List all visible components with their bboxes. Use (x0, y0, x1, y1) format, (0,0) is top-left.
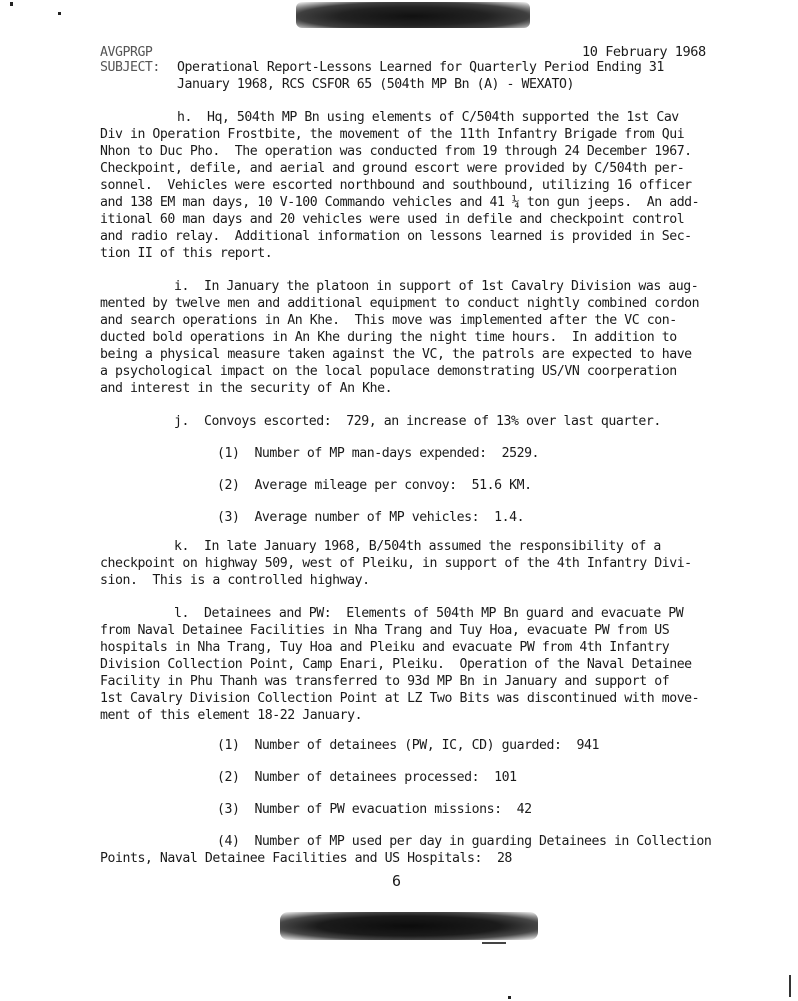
list-item: (4) Number of MP used per day in guarding Detainees in Collection (217, 834, 712, 849)
list-item: (1) Number of MP man-days expended: 2529. (217, 446, 540, 461)
paragraph-line: ducted bold operations in An Khe during the night time hours. In addition to (100, 330, 677, 345)
scan-mark (482, 942, 506, 944)
subject-line-2: January 1968, RCS CSFOR 65 (504th MP Bn (A) - WEXATO) (177, 77, 574, 92)
paragraph-line: and search operations in An Khe. This move was implemented after the VC con- (100, 313, 677, 328)
paragraph-line: Checkpoint, defile, and aerial and ground escort were provided by C/504th per- (100, 161, 685, 176)
paragraph-line: h. Hq, 504th MP Bn using elements of C/504th supported the 1st Cav (177, 110, 679, 125)
list-item: (3) Average number of MP vehicles: 1.4. (217, 510, 525, 525)
subject-line-1: Operational Report-Lessons Learned for Quarterly Period Ending 31 (177, 60, 664, 75)
list-item-continuation: Points, Naval Detainee Facilities and US Hospitals: 28 (100, 851, 512, 866)
paragraph-line: k. In late January 1968, B/504th assumed the responsibility of a (174, 539, 661, 554)
scan-mark (10, 2, 13, 6)
paragraph-line: 1st Cavalry Division Collection Point at LZ Two Bits was discontinued with move- (100, 691, 700, 706)
paragraph-line: checkpoint on highway 509, west of Pleiku, in support of the 4th Infantry Divi- (100, 556, 692, 571)
paragraph-line: mented by twelve men and additional equipment to conduct nightly combined cordon (100, 296, 700, 311)
paragraph-line: and 138 EM man days, 10 V-100 Commando vehicles and 41 ¼ ton gun jeeps. An add- (100, 195, 700, 210)
paragraph-line: from Naval Detainee Facilities in Nha Trang and Tuy Hoa, evacuate PW from US (100, 623, 670, 638)
paragraph-line: a psychological impact on the local populace demonstrating US/VN coorperation (100, 364, 677, 379)
paragraph-line: being a physical measure taken against the VC, the patrols are expected to have (100, 347, 692, 362)
header-date: 10 February 1968 (582, 44, 706, 60)
paragraph-line: and interest in the security of An Khe. (100, 381, 393, 396)
header-label-subject: SUBJECT: (100, 60, 160, 75)
redacted-classification-top (296, 2, 530, 28)
list-item: (2) Average mileage per convoy: 51.6 KM. (217, 478, 532, 493)
paragraph-j: j. Convoys escorted: 729, an increase of 13% over last quarter. (174, 414, 661, 429)
paragraph-line: l. Detainees and PW: Elements of 504th MP Bn guard and evacuate PW (174, 606, 684, 621)
paragraph-line: Div in Operation Frostbite, the movement of the 11th Infantry Brigade from Qui (100, 127, 685, 142)
paragraph-line: hospitals in Nha Trang, Tuy Hoa and Pleiku and evacuate PW from 4th Infantry (100, 640, 670, 655)
header-label-office: AVGPRGP (100, 45, 153, 60)
paragraph-line: itional 60 man days and 20 vehicles were used in defile and checkpoint control (100, 212, 685, 227)
paragraph-line: Facility in Phu Thanh was transferred to 93d MP Bn in January and support of (100, 674, 670, 689)
scan-mark (789, 975, 791, 997)
paragraph-line: sion. This is a controlled highway. (100, 573, 370, 588)
paragraph-line: Division Collection Point, Camp Enari, Pleiku. Operation of the Naval Detainee (100, 657, 692, 672)
paragraph-line: sonnel. Vehicles were escorted northbound and southbound, utilizing 16 officer (100, 178, 692, 193)
scan-mark (58, 12, 61, 15)
list-item: (3) Number of PW evacuation missions: 42 (217, 802, 532, 817)
paragraph-line: tion II of this report. (100, 246, 273, 261)
redacted-classification-bottom (280, 912, 538, 940)
paragraph-line: Nhon to Duc Pho. The operation was conducted from 19 through 24 December 1967. (100, 144, 692, 159)
list-item: (1) Number of detainees (PW, IC, CD) guarded: 941 (217, 738, 599, 753)
paragraph-line: and radio relay. Additional information on lessons learned is provided in Sec- (100, 229, 692, 244)
paragraph-line: ment of this element 18-22 January. (100, 708, 363, 723)
page-number: 6 (392, 872, 402, 890)
list-item: (2) Number of detainees processed: 101 (217, 770, 517, 785)
scan-mark (508, 996, 511, 999)
paragraph-line: i. In January the platoon in support of 1st Cavalry Division was aug- (174, 279, 699, 294)
